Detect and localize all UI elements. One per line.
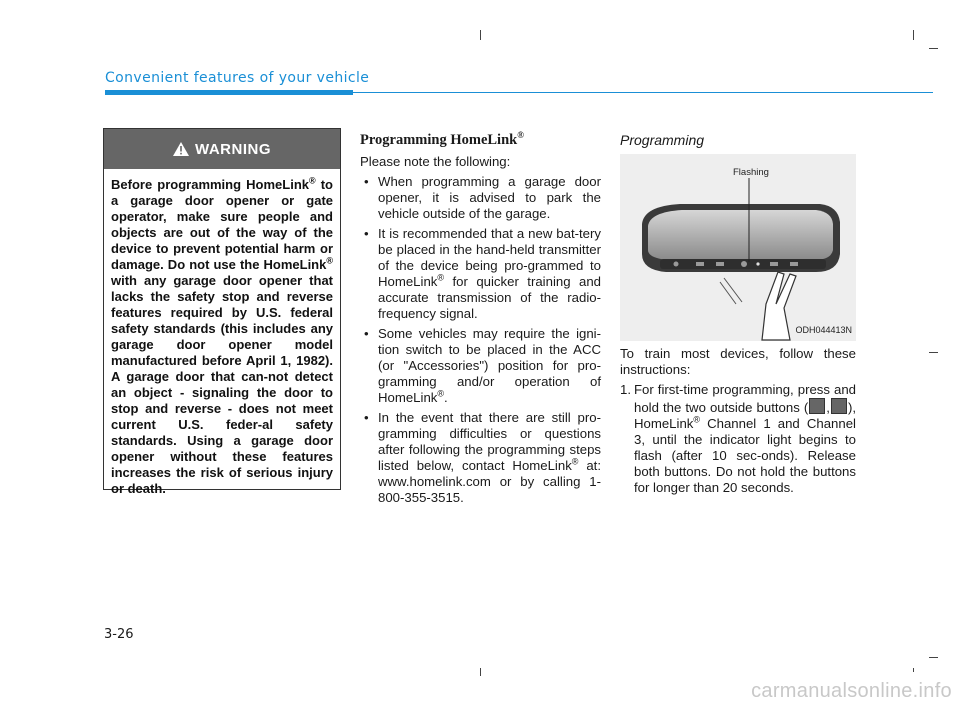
crop-mark xyxy=(480,668,481,676)
header-rule-thin xyxy=(353,92,933,93)
list-item-text: In the event that there are still pro-gramming difficulties or questions after following the programming steps listed below, contact HomeLink xyxy=(378,410,601,473)
list-item-text: for quicker training and accurate transmission of the radio-frequency signal. xyxy=(378,274,601,321)
programming-notes-column xyxy=(360,132,601,510)
registered-mark: ® xyxy=(571,456,579,467)
registered-mark: ® xyxy=(437,388,445,399)
list-item xyxy=(360,226,601,322)
crop-mark xyxy=(929,48,938,49)
list-item xyxy=(360,326,601,406)
warning-text xyxy=(104,169,340,497)
crop-mark xyxy=(480,30,481,40)
registered-mark: ® xyxy=(437,272,445,283)
crop-mark xyxy=(929,657,938,658)
warning-text-part: to a garage door opener or gate operator, make sure people and objects are out of the way of the device to prevent potential harm or damage. Do not use the HomeLink xyxy=(111,177,333,272)
instructions-intro: To train most devices, follow these instructions: xyxy=(620,346,856,377)
homelink-button-1-icon xyxy=(809,398,825,414)
step-text-part: , xyxy=(826,400,830,415)
registered-mark: ® xyxy=(693,414,701,425)
figure-label-flashing: Flashing xyxy=(733,167,769,178)
programming-homelink-heading xyxy=(360,132,601,148)
programming-heading: Programming xyxy=(620,132,705,148)
warning-title: WARNING xyxy=(195,140,271,158)
page-number: 3-26 xyxy=(104,627,134,642)
list-item-text: at: www.homelink.com or by calling 1-800-355-3515. xyxy=(378,458,602,505)
notes-list xyxy=(360,174,601,506)
rearview-mirror-icon xyxy=(620,154,856,341)
header-rule-thick xyxy=(105,90,353,95)
watermark: carmanualsonline.info xyxy=(751,680,952,702)
registered-mark: ® xyxy=(517,130,524,141)
homelink-button-3-icon xyxy=(831,398,847,414)
crop-mark xyxy=(913,668,914,672)
heading-text: Programming HomeLink xyxy=(360,132,518,148)
list-item-text: When programming a garage door opener, it is advised to park the vehicle outside of the garage. xyxy=(378,174,601,221)
figure-code: ODH044413N xyxy=(795,325,852,335)
warning-triangle-icon xyxy=(173,142,189,156)
step-text-part: For first-time programming, press and hold the two outside buttons ( xyxy=(634,382,856,415)
step-text-part: ), HomeLink xyxy=(634,400,856,431)
step-text-part: Channel 1 and Channel 3, until the indicator light begins to flash (after 10 sec-onds). Release both buttons. Do not hold the buttons for longer than 20 seconds. xyxy=(634,416,856,495)
list-item xyxy=(360,174,601,222)
registered-mark: ® xyxy=(308,175,316,186)
step-number: 1. xyxy=(620,382,631,397)
warning-text-part: with any garage door opener that lacks the safety stop and reverse features required by U.S. federal safety standards (this includes any garage door opener model manufactured before April 1, 1982). A garage door that can-not detect an object - signaling the door to stop and reverse - does not meet current U.S. feder-al safety standards. Using a garage door opener without these features increases the risk of serious injury or death. xyxy=(111,273,333,496)
step-item xyxy=(620,382,856,496)
programming-steps-column xyxy=(620,132,856,496)
warning-text-part: Before programming HomeLink xyxy=(111,177,309,192)
warning-box xyxy=(103,128,341,496)
list-item-text: It is recommended that a new bat-tery be placed in the hand-held transmitter of the device being pro-grammed to HomeLink xyxy=(378,226,601,289)
crop-mark xyxy=(913,30,914,40)
mirror-illustration xyxy=(620,154,856,341)
list-item xyxy=(360,410,601,506)
crop-mark xyxy=(929,352,938,353)
registered-mark: ® xyxy=(326,255,333,266)
step-text xyxy=(634,382,856,496)
section-title: Convenient features of your vehicle xyxy=(105,70,370,86)
list-item-text: . xyxy=(444,390,448,405)
intro-text: Please note the following: xyxy=(360,154,511,169)
warning-header xyxy=(104,129,340,169)
list-item-text: Some vehicles may require the igni-tion switch to be placed in the ACC (or "Accessories") position for pro-gramming and/or operation of HomeLink xyxy=(378,326,601,405)
